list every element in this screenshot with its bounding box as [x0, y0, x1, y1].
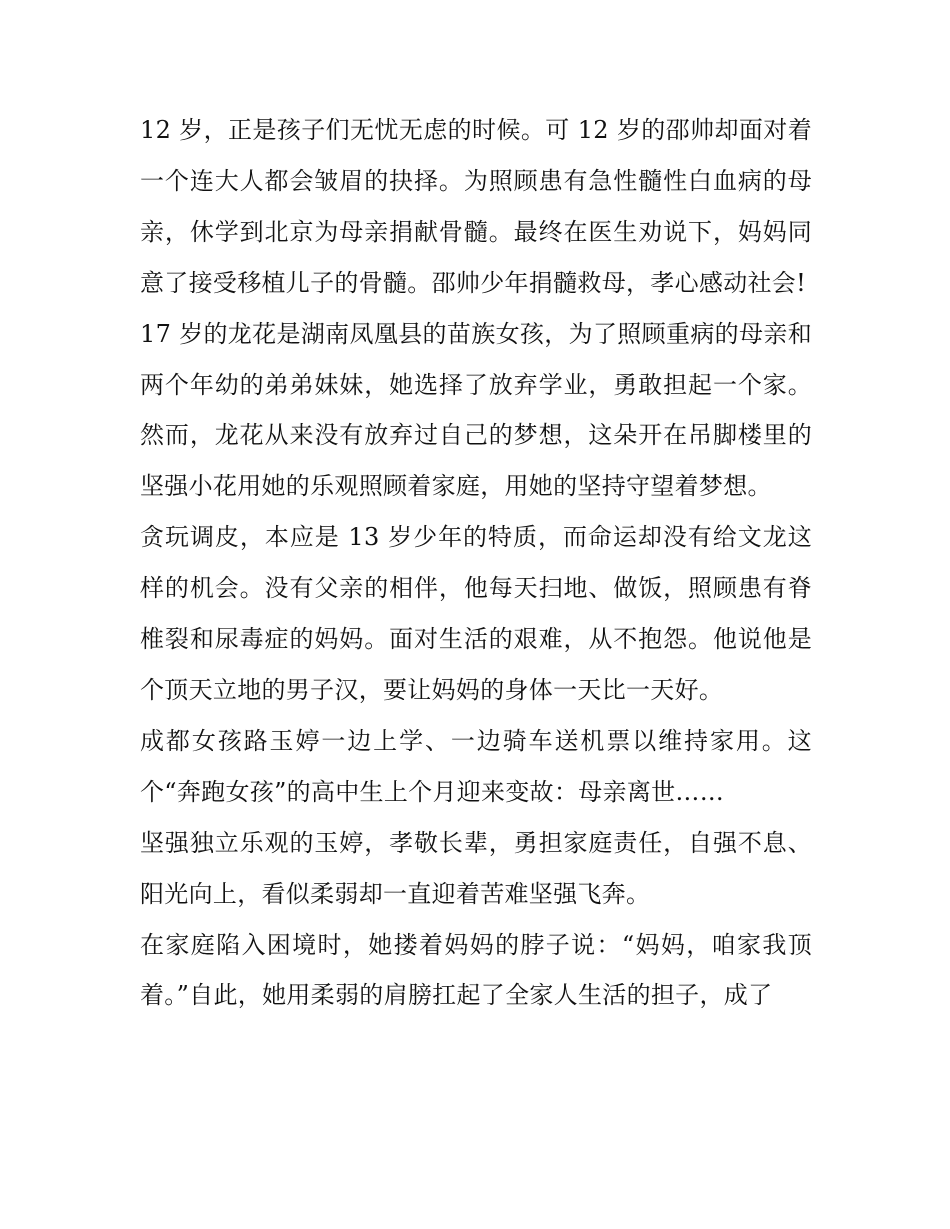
paragraph-yuting-character: 坚强独立乐观的玉婷，孝敬长辈，勇担家庭责任，自强不息、阳光向上，看似柔弱却一直迎着苦难坚强飞奔。 — [140, 828, 812, 908]
paragraph-shao-shuai: 12 岁，正是孩子们无忧无虑的时候。可 12 岁的邵帅却面对着一个连大人都会皱眉的抉择。为照顾患有急性髓性白血病的母亲，休学到北京为母亲捐献骨髓。最终在医生劝说下，妈妈同意了接受移植儿子的骨髓。邵帅少年捐髓救母，孝心感动社会! — [140, 116, 812, 297]
paragraph-lu-yuting: 成都女孩路玉婷一边上学、一边骑车送机票以维持家用。这个“奔跑女孩”的高中生上个月迎来变故：母亲离世…… — [140, 726, 812, 806]
paragraph-long-hua: 17 岁的龙花是湖南凤凰县的苗族女孩，为了照顾重病的母亲和两个年幼的弟弟妹妹，她选择了放弃学业，勇敢担起一个家。然而，龙花从来没有放弃过自己的梦想，这朵开在吊脚楼里的坚强小花用她的乐观照顾着家庭，用她的坚持守望着梦想。 — [140, 319, 812, 501]
body-text — [140, 105, 812, 1021]
paragraph-wen-long: 贪玩调皮，本应是 13 岁少年的特质，而命运却没有给文龙这样的机会。没有父亲的相伴，他每天扫地、做饭，照顾患有脊椎裂和尿毒症的妈妈。面对生活的艰难，从不抱怨。他说他是个顶天立地的男子汉，要让妈妈的身体一天比一天好。 — [140, 523, 812, 704]
paragraph-yuting-family: 在家庭陷入困境时，她搂着妈妈的脖子说：“妈妈，咱家我顶着。”自此，她用柔弱的肩膀扛起了全家人生活的担子，成了 — [140, 930, 812, 1010]
